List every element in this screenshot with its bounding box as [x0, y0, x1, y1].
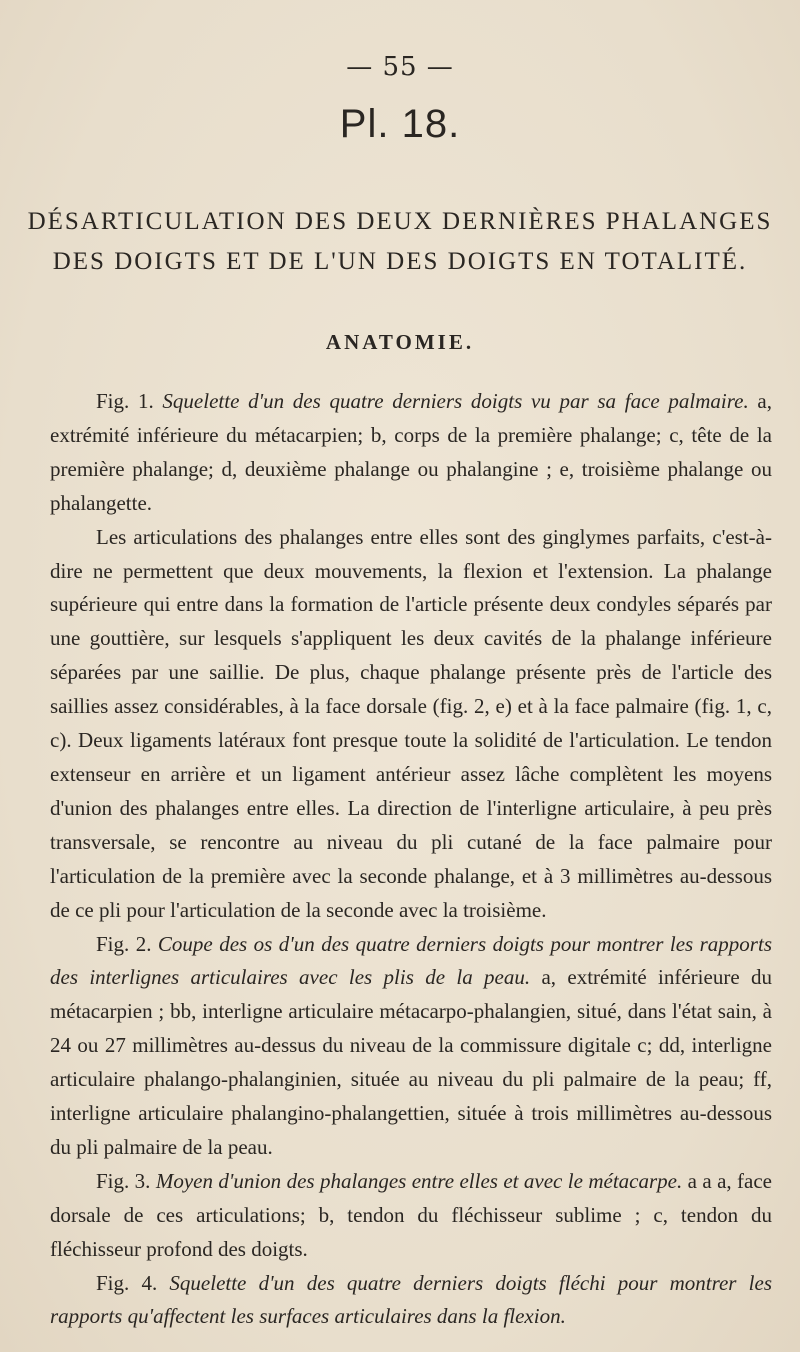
paragraph-text: a a a, face dorsale de ces articulations; b, tendon du fléchisseur sublime ; c, tendon du fléchisseur profond des doigts. — [50, 1168, 773, 1261]
body-text — [50, 385, 772, 1334]
figure-caption: Squelette d'un des quatre derniers doigts vu par sa face palmaire. — [153, 389, 749, 413]
paragraph-fig-2 — [50, 928, 772, 1165]
figure-caption: Moyen d'union des phalanges entre elles et avec le métacarpe. — [150, 1168, 683, 1193]
paragraph-fig-1 — [50, 385, 772, 521]
paragraph-text: Les articulations des phalanges entre elles sont des ginglymes parfaits, c'est-à-dire ne permettent que deux mouvements, la flexion et l'extension. La phalange supérieure qui entre dans la formation de l'article présente deux condyles séparés par une gouttière, sur lesquels s'appliquent les deux cavités de la phalange inférieure séparées par une saillie. De plus, chaque phalange présente près de l'article des saillies assez considérables, à la face dorsale (fig. 2, e) et à la face palmaire (fig. 1, c, c). Deux ligaments latéraux font presque toute la solidité de l'articulation. Le tendon extenseur en arrière et un ligament antérieur assez lâche complètent les moyens d'union des phalanges entre elles. La direction de l'interligne articulaire, à peu près transversale, se rencontre au niveau du pli cutané de la face palmaire pour l'articulation de la première avec la seconde phalange, et à 3 millimètres au-dessous de ce pli pour l'articulation de la seconde avec la troisième. — [50, 524, 772, 922]
plate-title: Pl. 18. — [339, 102, 461, 146]
heading-line-2: DES DOIGTS ET DE L'UN DES DOIGTS EN TOTALITÉ. — [52, 248, 748, 275]
paragraph-fig-4 — [50, 1267, 772, 1335]
paragraph-fig-3 — [50, 1165, 772, 1267]
paragraph-articulations — [50, 521, 772, 928]
section-title: ANATOMIE. — [325, 330, 475, 354]
figure-ref: Fig. 3. — [96, 1168, 151, 1193]
heading-line-1: DÉSARTICULATION DES DEUX DERNIÈRES PHALANGES — [27, 208, 773, 235]
figure-ref: Fig. 4. — [96, 1270, 158, 1295]
figure-ref: Fig. 1. — [96, 389, 154, 413]
paragraph-text: a, extrémité inférieure du métacarpien ; bb, interligne articulaire métacarpo-phalangien, situé, dans l'état sain, à 24 ou 27 millimètres au-dessus du niveau de la commissure digitale c; dd, interligne articulaire phalango-phalanginien, située au niveau du pli palmaire de la peau; ff, interligne articulaire phalangino-phalangettien, située à trois millimètres au-dessous du pli palmaire de la peau. — [50, 965, 772, 1159]
paragraph-text: a, extrémité inférieure du métacarpien; b, corps de la première phalange; c, tête de la première phalange; d, deuxième phalange ou phalangine ; e, troisième phalange ou phalangette. — [50, 389, 772, 515]
figure-caption: Squelette d'un des quatre derniers doigts fléchi pour montrer les rapports qu'affectent les surfaces articulaires dans la flexion. — [50, 1270, 773, 1329]
figure-caption: Coupe des os d'un des quatre derniers doigts pour montrer les rapports des interlignes articulaires avec les plis de la peau. — [50, 931, 772, 990]
page-number: — 55 — — [346, 52, 454, 82]
figure-ref: Fig. 2. — [96, 931, 152, 956]
